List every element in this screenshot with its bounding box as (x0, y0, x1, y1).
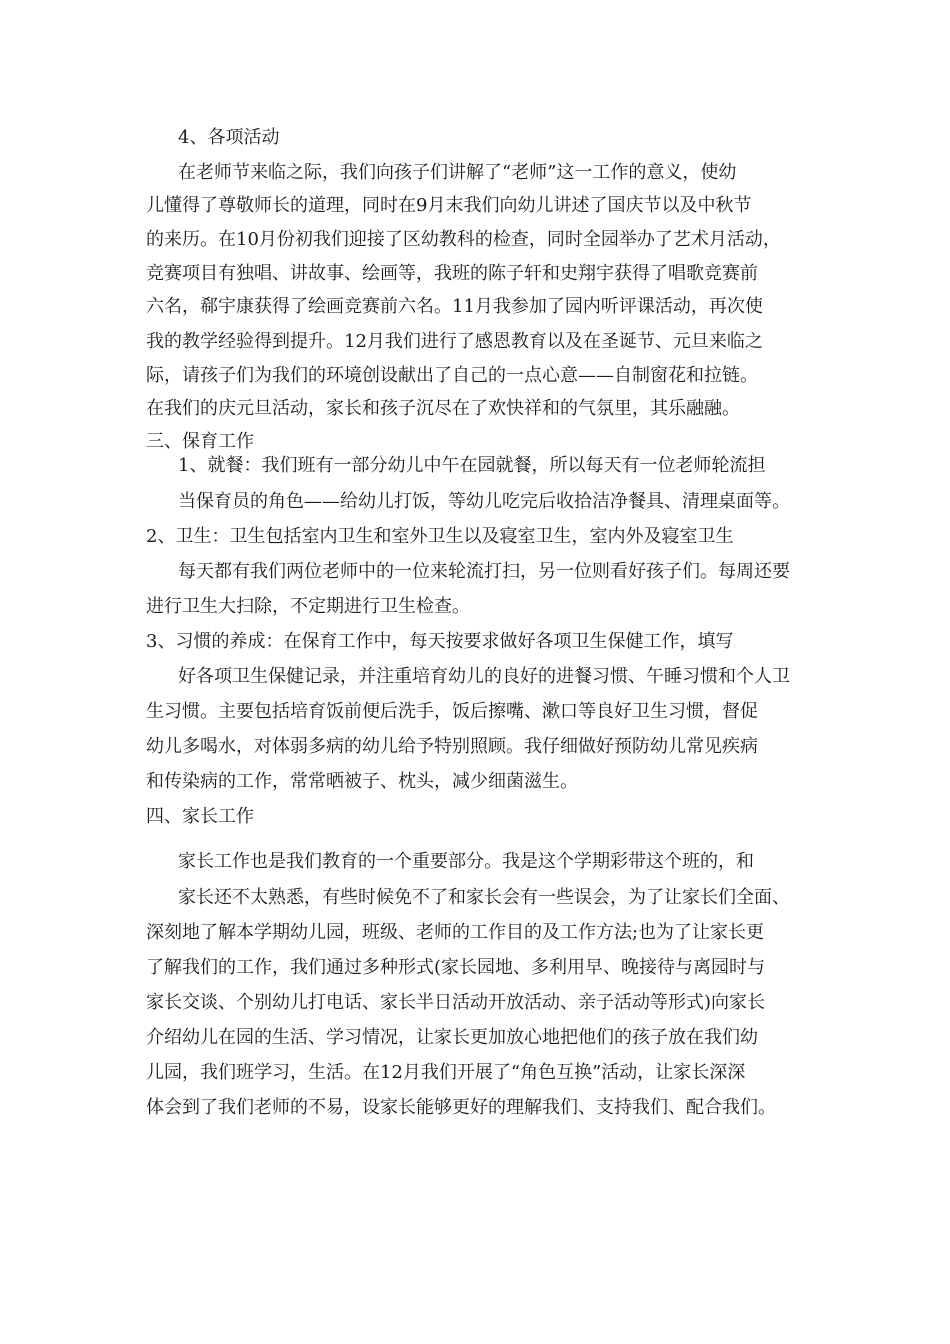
paragraph-line: 在老师节来临之际，我们向孩子们讲解了“老师”这一工作的意义，使幼 (178, 162, 737, 183)
paragraph-line: 三、保育工作 (146, 431, 254, 452)
paragraph-line: 进行卫生大扫除，不定期进行卫生检查。 (146, 596, 470, 617)
paragraph-line: 3、习惯的养成：在保育工作中，每天按要求做好各项卫生保健工作，填写 (146, 631, 734, 652)
paragraph-line: 六名，郗宇康获得了绘画竞赛前六名。11月我参加了园内听评课活动，再次使 (146, 296, 763, 317)
paragraph-line: 幼儿多喝水，对体弱多病的幼儿给予特别照顾。我仔细做好预防幼儿常见疾病 (146, 736, 758, 757)
paragraph-line: 深刻地了解本学期幼儿园，班级、老师的工作目的及工作方法;也为了让家长更 (146, 922, 765, 943)
paragraph-line: 生习惯。主要包括培育饭前便后洗手，饭后擦嘴、漱口等良好卫生习惯，督促 (146, 701, 758, 722)
paragraph-line: 际，请孩子们为我们的环境创设献出了自己的一点心意——自制窗花和拉链。 (146, 365, 758, 386)
paragraph-line: 好各项卫生保健记录，并注重培育幼儿的良好的进餐习惯、午睡习惯和个人卫 (178, 666, 790, 687)
paragraph-line: 竞赛项目有独唱、讲故事、绘画等，我班的陈子轩和史翔宇获得了唱歌竞赛前 (146, 263, 758, 284)
heading-activities: 4、各项活动 (178, 127, 280, 148)
paragraph-line: 儿园，我们班学习，生活。在12月我们开展了“角色互换”活动，让家长深深 (146, 1062, 746, 1083)
paragraph-line: 的来历。在10月份初我们迎接了区幼教科的检查，同时全园举办了艺术月活动， (146, 229, 781, 250)
paragraph-line: 体会到了我们老师的不易，设家长能够更好的理解我们、支持我们、配合我们。 (146, 1097, 776, 1118)
paragraph-line: 每天都有我们两位老师中的一位来轮流打扫，另一位则看好孩子们。每周还要 (178, 561, 790, 582)
paragraph-line: 四、家长工作 (146, 806, 254, 827)
paragraph-line: 家长还不太熟悉，有些时候免不了和家长会有一些误会，为了让家长们全面、 (178, 887, 790, 908)
paragraph-line: 了解我们的工作，我们通过多种形式(家长园地、多利用早、晚接待与离园时与 (146, 957, 766, 978)
heading-childcare: 1、就餐：我们班有一部分幼儿中午在园就餐，所以每天有一位老师轮流担 (178, 455, 766, 476)
paragraph-line: 当保育员的角色——给幼儿打饭，等幼儿吃完后收拾洁净餐具、清理桌面等。 (178, 491, 790, 512)
paragraph-line: 介绍幼儿在园的生活、学习情况，让家长更加放心地把他们的孩子放在我们幼 (146, 1027, 758, 1048)
paragraph-line: 和传染病的工作，常常晒被子、枕头，减少细菌滋生。 (146, 771, 578, 792)
paragraph-line: 在我们的庆元旦活动，家长和孩子沉尽在了欢快祥和的气氛里，其乐融融。 (146, 398, 740, 419)
paragraph-line: 我的教学经验得到提升。12月我们进行了感恩教育以及在圣诞节、元旦来临之 (146, 331, 763, 352)
paragraph-line: 家长交谈、个别幼儿打电话、家长半日活动开放活动、亲子活动等形式)向家长 (146, 992, 766, 1013)
paragraph-line: 儿懂得了尊敬师长的道理，同时在9月末我们向幼儿讲述了国庆节以及中秋节 (146, 195, 752, 216)
paragraph-line: 2、卫生：卫生包括室内卫生和室外卫生以及寝室卫生，室内外及寝室卫生 (146, 526, 734, 547)
heading-parents: 家长工作也是我们教育的一个重要部分。我是这个学期彩带这个班的，和 (178, 851, 754, 872)
